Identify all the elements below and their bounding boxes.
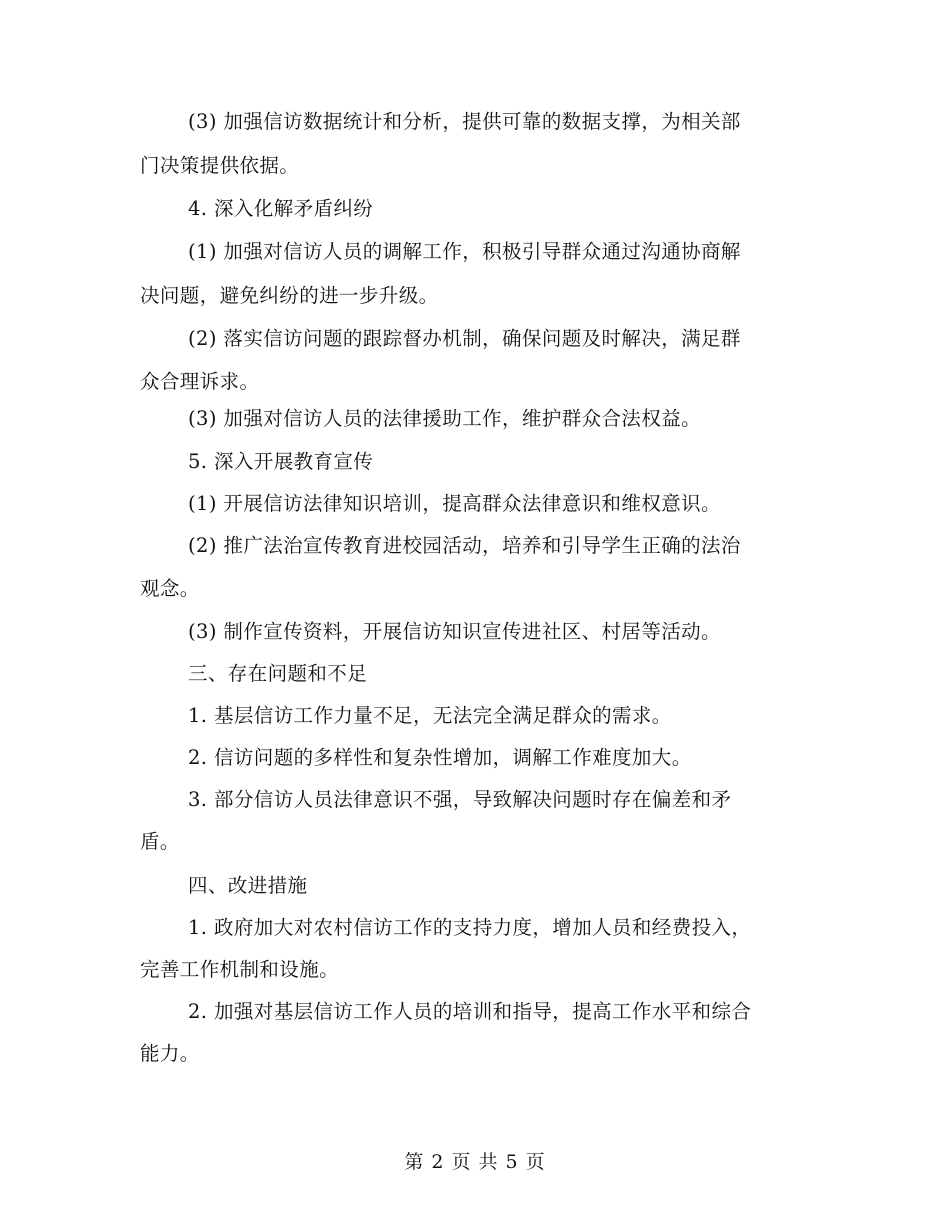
paragraph-line: 决问题，避免纠纷的进一步升级。 xyxy=(140,284,439,307)
paragraph-line: (3) 制作宣传资料，开展信访知识宣传进社区、村居等活动。 xyxy=(188,620,721,643)
section-heading: 四、改进措施 xyxy=(188,874,308,897)
paragraph-line: 1. 基层信访工作力量不足，无法完全满足群众的需求。 xyxy=(188,704,672,727)
paragraph-line: (2) 落实信访问题的跟踪督办机制，确保问题及时解决，满足群 xyxy=(188,327,741,350)
paragraph-line: 完善工作机制和设施。 xyxy=(140,958,340,981)
section-heading: 三、存在问题和不足 xyxy=(188,662,368,685)
paragraph-line: 众合理诉求。 xyxy=(140,370,260,393)
paragraph-line: 盾。 xyxy=(140,830,180,853)
paragraph-line: 能力。 xyxy=(140,1042,200,1065)
section-heading: 4. 深入化解矛盾纠纷 xyxy=(188,197,374,220)
paragraph-line: (3) 加强信访数据统计和分析，提供可靠的数据支撑，为相关部 xyxy=(188,110,741,133)
paragraph-line: 3. 部分信访人员法律意识不强，导致解决问题时存在偏差和矛 xyxy=(188,788,732,811)
paragraph-line: (1) 开展信访法律知识培训，提高群众法律意识和维权意识。 xyxy=(188,492,721,515)
page-number-footer: 第 2 页 共 5 页 xyxy=(404,1151,546,1173)
paragraph-line: 2. 信访问题的多样性和复杂性增加，调解工作难度加大。 xyxy=(188,746,692,769)
paragraph-line: (2) 推广法治宣传教育进校园活动，培养和引导学生正确的法治 xyxy=(188,534,741,557)
paragraph-line: 2. 加强对基层信访工作人员的培训和指导，提高工作水平和综合 xyxy=(188,1000,752,1023)
paragraph-line: (1) 加强对信访人员的调解工作，积极引导群众通过沟通协商解 xyxy=(188,240,741,263)
paragraph-line: 门决策提供依据。 xyxy=(140,154,300,177)
paragraph-line: (3) 加强对信访人员的法律援助工作，维护群众合法权益。 xyxy=(188,407,702,430)
paragraph-line: 观念。 xyxy=(140,577,200,600)
paragraph-line: 1. 政府加大对农村信访工作的支持力度，增加人员和经费投入， xyxy=(188,916,752,939)
section-heading: 5. 深入开展教育宣传 xyxy=(188,450,374,473)
